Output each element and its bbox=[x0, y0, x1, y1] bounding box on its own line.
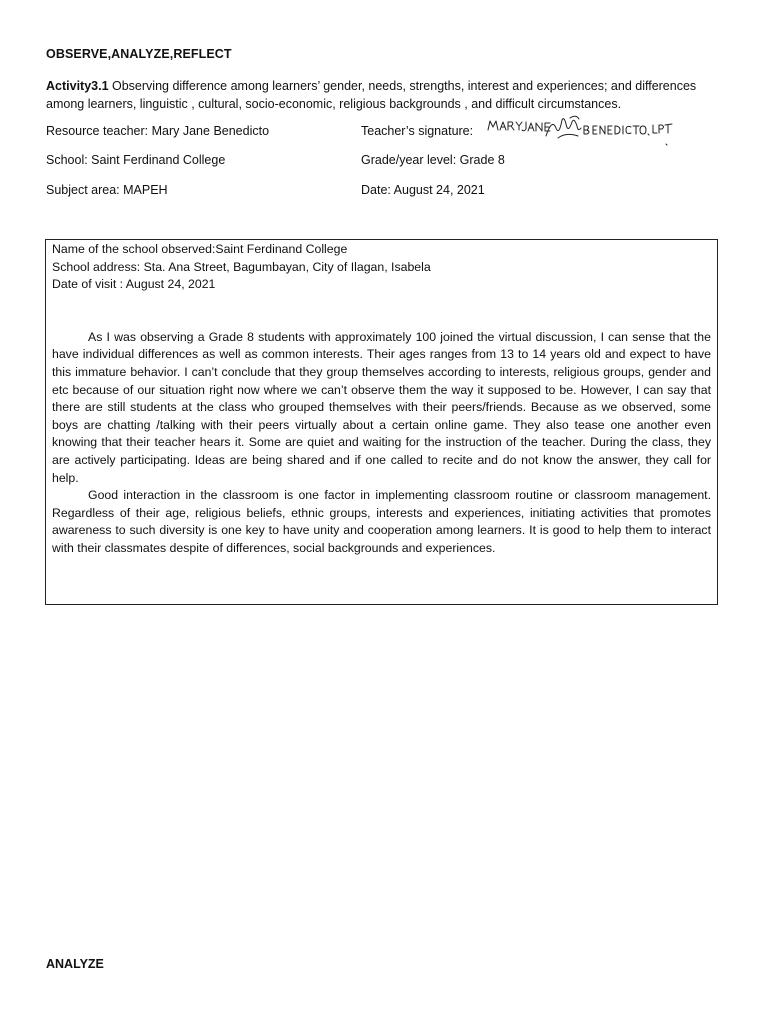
resource-teacher: Resource teacher: Mary Jane Benedicto bbox=[46, 124, 270, 138]
subject-area-field: Subject area: MAPEH bbox=[46, 183, 168, 197]
school-address: School address: Sta. Ana Street, Bagumbayan, City of Ilagan, Isabela bbox=[52, 259, 431, 274]
activity-label: Activity3.1 bbox=[46, 79, 109, 93]
handwritten-signature bbox=[486, 114, 676, 150]
observation-paragraph-2: Good interaction in the classroom is one factor in implementing classroom routine or classroom management. Regardless of their age, religious beliefs, ethnic groups, interests and experiences, initiating activities that promotes awareness to such diversity is one key to have unity and cooperation among learners. It is good to help them to interact with their classmates despite of differences, social backgrounds and experiences. bbox=[52, 488, 711, 555]
activity-text: Observing difference among learners’ gender, needs, strengths, interest and experiences; and differences among learners, linguistic , cultural, socio-economic, religious backgrounds , and difficult circumstances. bbox=[46, 79, 697, 111]
page-heading: OBSERVE,ANALYZE,REFLECT bbox=[46, 47, 232, 61]
date-of-visit: Date of visit : August 24, 2021 bbox=[52, 277, 216, 292]
observation-paragraph-1: As I was observing a Grade 8 students with approximately 100 joined the virtual discussion, I can sense that the have individual differences as well as common interests. Their ages ranges from 13 to 14 years old and expect to have this immature behavior. I can’t conclude that they group themselves according to interests, religious groups, gender and etc because of our situation right now where we can’t observe them the way it supposed to be. However, I can say that there are still students at the class who grouped themselves with their peers/friends. Because as we observed, some boys are chatting /talking with their peers virtually about a certain online game. They also tease one another even knowing that their teacher hears it. Some are quiet and waiting for the instruction of the teacher. During the class, they are actively participating. Ideas are being shared and if one called to recite and do not know the answer, they call for help. bbox=[52, 329, 711, 485]
school-field: School: Saint Ferdinand College bbox=[46, 153, 226, 167]
grade-level-field: Grade/year level: Grade 8 bbox=[361, 153, 505, 167]
activity-description bbox=[46, 77, 726, 113]
school-observed: Name of the school observed:Saint Ferdinand College bbox=[52, 242, 348, 256]
observation-box bbox=[45, 239, 718, 605]
teacher-signature-label: Teacher’s signature: bbox=[361, 124, 474, 138]
section-heading-analyze: ANALYZE bbox=[46, 957, 104, 971]
date-field: Date: August 24, 2021 bbox=[361, 183, 485, 197]
spacer bbox=[52, 294, 711, 329]
